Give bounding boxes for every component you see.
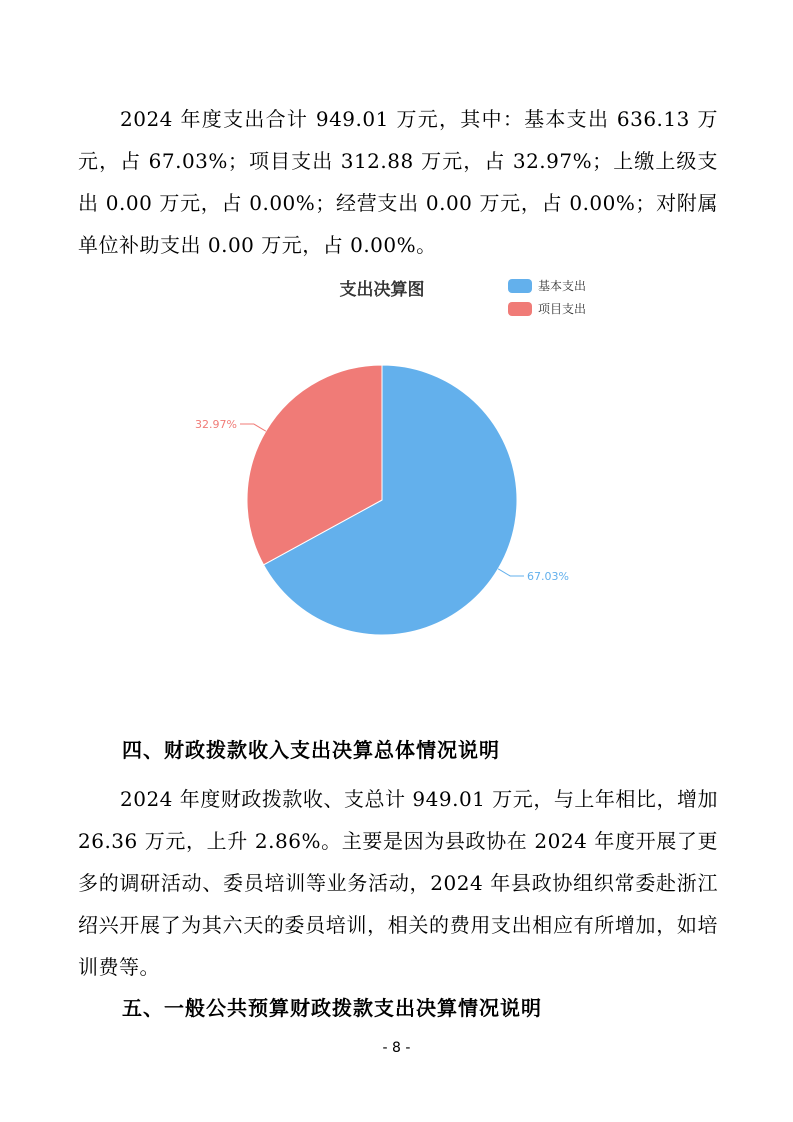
legend-label-basic: 基本支出 [538, 279, 587, 293]
section-heading-4: 四、财政拨款收入支出决算总体情况说明 [122, 738, 500, 762]
chart-legend [508, 278, 586, 316]
section-heading-5: 五、一般公共预算财政拨款支出决算情况说明 [122, 996, 542, 1020]
leader-line-project [240, 424, 266, 431]
leader-line-basic [498, 569, 524, 576]
legend-swatch-project [508, 302, 532, 316]
legend-label-project: 项目支出 [538, 302, 587, 316]
slice-label-basic: 67.03% [527, 569, 569, 583]
page-number: - 8 - [382, 1040, 411, 1056]
chart-title: 支出决算图 [339, 280, 425, 300]
pie-slices [247, 365, 517, 635]
paragraph-fiscal-appropriation: 2024 年度财政拨款收、支总计 949.01 万元，与上年相比，增加 26.36 万元，上升 2.86%。主要是因为县政协在 2024 年度开展了更多的调研活动、委员培训等业务活动，2024 年县政协组织常委赴浙江绍兴开展了为其六天的委员培训，相关的费用支出相应有所增加，如培训费等。 [78, 787, 718, 979]
legend-swatch-basic [508, 279, 532, 293]
slice-label-project: 32.97% [195, 418, 237, 432]
paragraph-expenditure-summary: 2024 年度支出合计 949.01 万元，其中：基本支出 636.13 万元，占 67.03%；项目支出 312.88 万元，占 32.97%；上缴上级支出 0.00 万元，占 0.00%；经营支出 0.00 万元，占 0.00%；对附属单位补助支出 0.00 万元，占 0.00%。 [78, 107, 718, 257]
